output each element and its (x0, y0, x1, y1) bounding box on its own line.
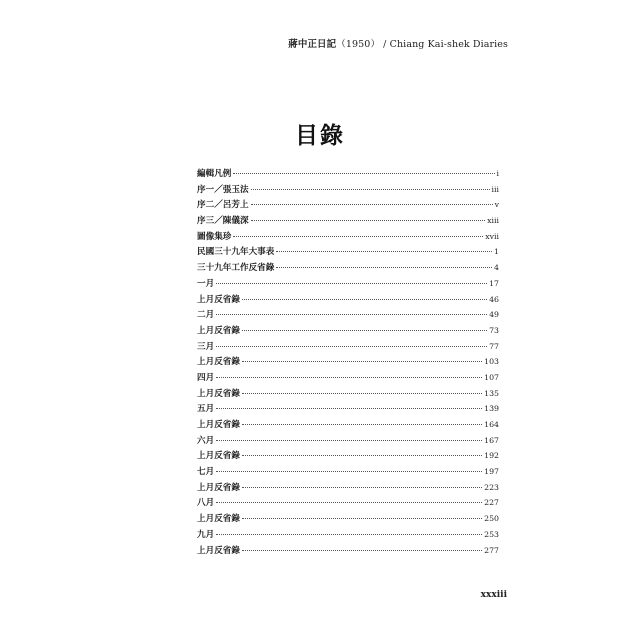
toc-entry-label: 三十九年工作反省錄 (197, 263, 275, 274)
toc-dot-leader (242, 299, 487, 300)
toc-dot-leader (233, 236, 483, 237)
toc-entry-page-number: 17 (489, 278, 499, 288)
toc-entry-label: 民國三十九年大事表 (197, 247, 275, 258)
toc-list (197, 166, 499, 558)
toc-entry[interactable] (197, 433, 499, 449)
toc-dot-leader (242, 550, 482, 551)
toc-entry-label: 上月反省錄 (197, 294, 240, 305)
toc-entry-page-number: 164 (484, 420, 499, 429)
toc-entry[interactable] (197, 182, 499, 198)
toc-entry-label: 五月 (197, 404, 215, 415)
toc-entry[interactable] (197, 354, 499, 370)
toc-dot-leader (216, 346, 487, 347)
toc-dot-leader (216, 534, 482, 535)
toc-entry[interactable] (197, 166, 499, 182)
toc-entry[interactable] (197, 543, 499, 559)
toc-entry-page-number: iii (491, 184, 499, 194)
toc-entry[interactable] (197, 213, 499, 229)
toc-dot-leader (216, 471, 482, 472)
toc-entry[interactable] (197, 480, 499, 496)
toc-entry-label: 上月反省錄 (197, 451, 240, 462)
toc-entry[interactable] (197, 323, 499, 339)
toc-dot-leader (242, 361, 482, 362)
toc-entry-page-number: 107 (484, 372, 499, 382)
toc-entry-page-number: i (496, 169, 499, 178)
toc-entry-page-number: 253 (484, 529, 499, 539)
toc-entry[interactable] (197, 448, 499, 464)
toc-entry[interactable] (197, 417, 499, 433)
toc-entry[interactable] (197, 527, 499, 543)
toc-entry-label: 上月反省錄 (197, 357, 240, 368)
toc-dot-leader (251, 189, 490, 190)
toc-entry[interactable] (197, 495, 499, 511)
toc-entry-page-number: 1 (494, 247, 499, 257)
toc-entry-label: 上月反省錄 (197, 325, 240, 336)
running-header (288, 36, 508, 50)
toc-dot-leader (251, 220, 486, 221)
toc-entry-label: 編輯凡例 (197, 169, 232, 179)
toc-entry-page-number: 135 (484, 388, 499, 398)
toc-entry-label: 上月反省錄 (197, 545, 240, 556)
toc-entry-label: 上月反省錄 (197, 482, 240, 493)
toc-entry-page-number: 277 (484, 545, 499, 555)
toc-entry[interactable] (197, 229, 499, 245)
toc-entry-page-number: 227 (484, 498, 499, 508)
toc-dot-leader (242, 455, 482, 456)
toc-dot-leader (216, 408, 482, 409)
toc-entry-page-number: 77 (489, 341, 499, 351)
toc-entry-label: 上月反省錄 (197, 420, 240, 430)
toc-entry-page-number: 197 (484, 467, 499, 477)
toc-entry-label: 三月 (197, 341, 215, 352)
toc-entry-page-number: xiii (487, 216, 499, 226)
toc-entry-label: 圖像集珍 (197, 231, 232, 242)
toc-entry-page-number: 250 (484, 514, 499, 524)
toc-dot-leader (242, 424, 482, 425)
page-folio: xxxiii (480, 590, 507, 600)
toc-dot-leader (242, 330, 487, 331)
toc-entry-label: 四月 (197, 372, 215, 383)
toc-dot-leader (216, 283, 487, 284)
toc-dot-leader (276, 251, 492, 252)
toc-entry[interactable] (197, 401, 499, 417)
toc-entry-page-number: 4 (494, 263, 499, 273)
toc-entry[interactable] (197, 244, 499, 260)
toc-entry-page-number: 223 (484, 482, 499, 492)
toc-dot-leader (242, 518, 482, 519)
toc-entry-page-number: 139 (484, 404, 499, 414)
toc-entry[interactable] (197, 511, 499, 527)
toc-dot-leader (242, 393, 482, 394)
toc-entry[interactable] (197, 292, 499, 308)
toc-dot-leader (276, 267, 492, 268)
toc-dot-leader (251, 204, 493, 205)
toc-entry[interactable] (197, 386, 499, 402)
toc-entry-page-number: 167 (484, 435, 499, 445)
toc-entry[interactable] (197, 464, 499, 480)
toc-entry-page-number: 49 (489, 310, 499, 320)
toc-dot-leader (216, 440, 482, 441)
toc-dot-leader (216, 377, 482, 378)
toc-dot-leader (233, 173, 494, 174)
toc-entry[interactable] (197, 307, 499, 323)
toc-entry-label: 序三／陳儀深 (197, 216, 249, 227)
running-header-year: （1950） (336, 39, 381, 50)
toc-entry[interactable] (197, 339, 499, 355)
toc-dot-leader (242, 487, 482, 488)
toc-entry-page-number: v (494, 200, 499, 210)
toc-entry-label: 九月 (197, 529, 215, 540)
toc-entry-page-number: xvii (485, 231, 499, 241)
toc-entry[interactable] (197, 260, 499, 276)
toc-entry-label: 六月 (197, 435, 215, 446)
toc-entry-label: 序一／張玉法 (197, 184, 249, 195)
toc-entry[interactable] (197, 276, 499, 292)
toc-entry[interactable] (197, 197, 499, 213)
running-header-cjk-title: 蔣中正日記 (288, 39, 337, 50)
toc-entry-page-number: 73 (489, 325, 499, 335)
toc-entry-label: 一月 (197, 278, 215, 289)
toc-dot-leader (216, 502, 482, 503)
toc-entry-label: 八月 (197, 498, 215, 509)
toc-entry[interactable] (197, 370, 499, 386)
toc-entry-label: 七月 (197, 467, 215, 478)
toc-entry-page-number: 103 (484, 357, 499, 367)
toc-entry-label: 上月反省錄 (197, 514, 240, 525)
toc-entry-page-number: 46 (489, 294, 499, 304)
running-header-separator: / (380, 39, 390, 50)
toc-dot-leader (216, 314, 487, 315)
toc-entry-label: 上月反省錄 (197, 388, 240, 399)
toc-title: 目錄 (295, 122, 345, 149)
toc-entry-label: 二月 (197, 310, 215, 321)
toc-entry-page-number: 192 (484, 451, 499, 461)
running-header-english-title: Chiang Kai-shek Diaries (389, 39, 508, 50)
toc-entry-label: 序二／呂芳上 (197, 200, 249, 211)
